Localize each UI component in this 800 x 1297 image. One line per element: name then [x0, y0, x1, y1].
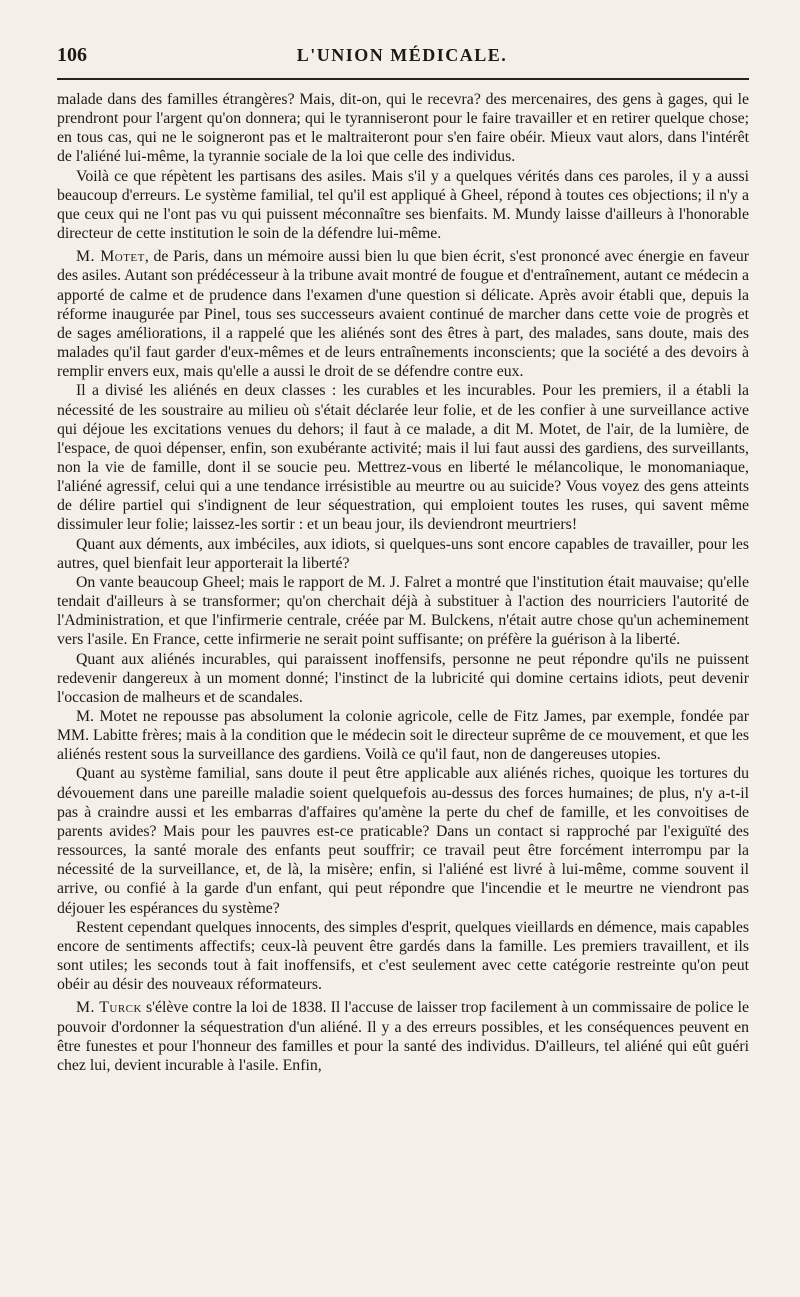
speaker-name: M. Turck	[76, 999, 142, 1017]
article-body	[57, 90, 749, 1075]
running-title: L'UNION MÉDICALE.	[296, 45, 508, 65]
speaker-name: M. Motet	[76, 248, 145, 266]
page-header	[57, 40, 747, 76]
paragraph: Quant aux déments, aux imbéciles, aux idiots, si quelques-uns sont encore capables de travailler, pour les autres, quel bienfait leur apporterait la liberté?	[57, 535, 749, 572]
paragraph: Restent cependant quelques innocents, des simples d'esprit, quelques vieillards en démence, mais capables encore de sentiments affectifs; ceux-là peuvent être gardés dans la famille. Les premiers travaillent, et ils sont utiles; les seconds tout à fait inoffensifs, et c'est seulement avec cette catégorie restreinte qu'on peut obéir au désir des nouveaux réformateurs.	[57, 918, 749, 994]
paragraph: Voilà ce que répètent les partisans des asiles. Mais s'il y a quelques vérités dans ces paroles, il y a aussi beaucoup d'erreurs. Le système familial, tel qu'il est appliqué à Gheel, répond à toutes ces objections; il n'y a que ceux qui ne l'ont pas vu qui puissent méconnaître ses bienfaits. M. Mundy laisse d'ailleurs à l'honorable directeur de cette institution le soin de la défendre lui-même.	[57, 167, 749, 243]
paragraph: malade dans des familles étrangères? Mais, dit-on, qui le recevra? des mercenaires, des gens à gages, qui le prendront pour l'argent qu'on donnera; qui le tyranniseront pour le faire travailler et en retirer quelque chose; en tous cas, qui ne le soigneront pas et le maltraiteront pour s'en faire obéir. Mieux vaut alors, dans l'intérêt de l'aliéné lui-même, la tyrannie sociale de la loi que celle des individus.	[57, 91, 749, 166]
paragraph	[57, 247, 749, 381]
paragraph: Quant aux aliénés incurables, qui paraissent inoffensifs, personne ne peut répondre qu'ils ne puissent redevenir dangereux à un moment donné; l'instinct de la lubricité qui domine certains idiots, peut devenir l'occasion de malheurs et de scandales.	[57, 650, 749, 706]
paragraph: Il a divisé les aliénés en deux classes : les curables et les incurables. Pour les premiers, il a établi la nécessité de les soustraire au milieu où s'était déclarée leur folie, et de les confier à une surveillance active qui déjoue les excitations venues du dehors; il faut à ce malade, a dit M. Motet, de l'air, de la lumière, de l'espace, de quoi dépenser, enfin, son exubérante activité; mais il lui faut aussi des gardiens, des surveillants, non la vie de famille, dont il se soucie peu. Mettrez-vous en liberté le mélancolique, le monomaniaque, l'aliéné agressif, celui qui a une tendance irrésistible au meurtre ou au suicide? Vous voyez des gens atteints de délire partiel qui s'indignent de leur séquestration, qui emploient toutes les ruses, qui savent même dissimuler leur folie; laissez-les sortir : et un beau jour, ils deviendront meurtriers!	[57, 382, 749, 534]
paragraph-text: s'élève contre la loi de 1838. Il l'accuse de laisser trop facilement à un commissaire de police le pouvoir d'ordonner la séquestration d'un aliéné. Il y a des erreurs possibles, et les conséquences peuvent en être funestes et pour l'honneur des familles et pour la santé des individus. D'ailleurs, tel aliéné qui eût guéri chez lui, devient incurable à l'asile. Enfin,	[57, 999, 749, 1074]
paragraph	[57, 998, 749, 1075]
paragraph-text: , de Paris, dans un mémoire aussi bien lu que bien écrit, s'est prononcé avec énergie en faveur des asiles. Autant son prédécesseur à la tribune avait montré de fougue et d'entraînement, autant ce médecin a apporté de calme et de prudence dans l'examen d'une question si délicate. Après avoir établi que, depuis la réforme inaugurée par Pinel, tous ses successeurs avaient continué de marcher dans cette voie de progrès et de sages améliorations, il a rappelé que les aliénés sont des êtres à part, des malades, sans doute, mais des malades qu'il faut garder d'eux-mêmes et de leurs entraînements inconscients; que la société a des devoirs à remplir envers eux, mais qu'elle a aussi le droit de se défendre contre eux.	[57, 248, 749, 381]
paragraph: Quant au système familial, sans doute il peut être applicable aux aliénés riches, quoique les tortures du dévouement dans une pareille maladie soient quelquefois au-dessus des forces humaines; de plus, n'y a-t-il pas à craindre aussi et les embarras d'affaires qu'amène la perte du chef de famille, et les convoitises de parents avides? Mais pour les pauvres est-ce praticable? Dans un contact si rapproché par l'exiguïté des ressources, la santé morale des enfants peut souffrir; ce travail peut être forcément interrompu par la nécessité de la surveillance, et, de là, la misère; enfin, si l'aliéné est livré à lui-même, comme souvent il arrive, ou confié à la garde d'un enfant, qui peut répondre que l'incendie et le meurtre ne viendront pas déjouer les espérances du système?	[57, 765, 749, 917]
paragraph: M. Motet ne repousse pas absolument la colonie agricole, celle de Fitz James, par exemple, fondée par MM. Labitte frères; mais à la condition que le médecin soit le directeur suprême de ce mouvement, et que les aliénés restent sous la surveillance des gardiens. Voilà ce qu'il faut, non de dangereuses utopies.	[57, 708, 749, 764]
page-number: 106	[57, 44, 87, 66]
paragraph: On vante beaucoup Gheel; mais le rapport de M. J. Falret a montré que l'institution était mauvaise; qu'elle tendait d'ailleurs à se transformer; qu'on cherchait déjà à substituer à l'action des nourriciers l'autorité de l'Administration, et que l'infirmerie centrale, créée par M. Bulckens, n'était autre chose qu'un acheminement vers l'asile. En France, cette infirmerie ne serait point suffisante; on préfère la guérison à la liberté.	[57, 573, 749, 649]
header-rule	[57, 78, 749, 80]
